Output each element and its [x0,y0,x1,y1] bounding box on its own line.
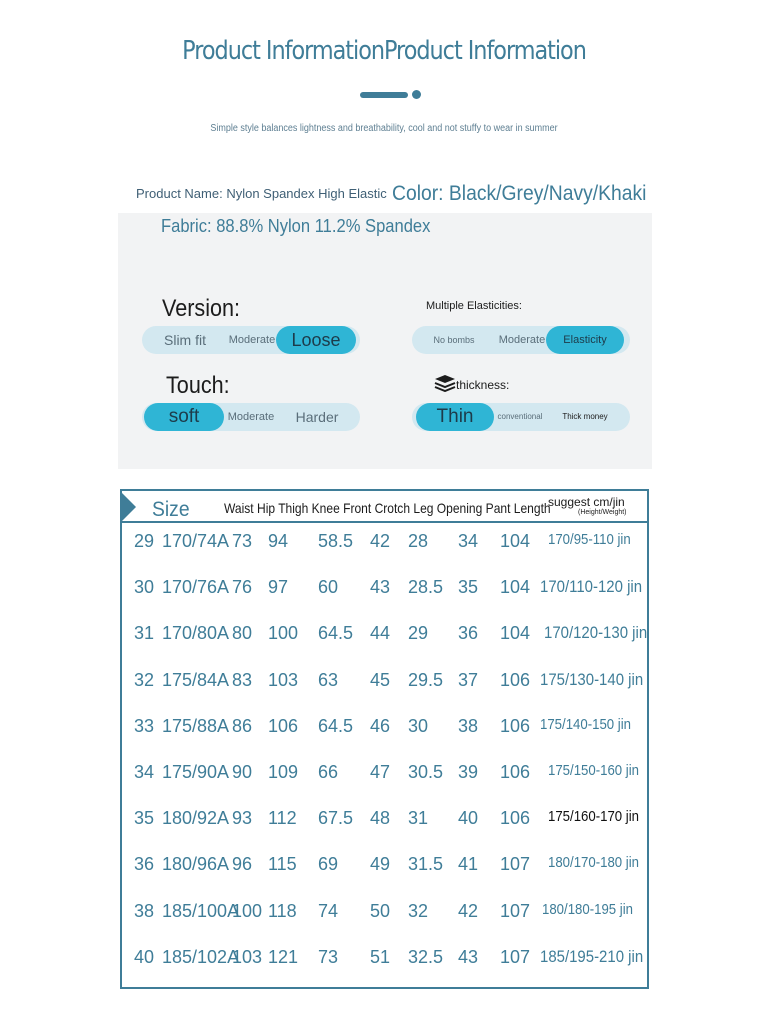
leg-opening-cell: 41 [458,854,479,875]
elasticity-selector [412,326,630,354]
thigh-cell: 64.5 [318,715,354,736]
hip-cell: 112 [268,808,297,829]
size-cell: 38 [134,900,155,921]
pant-length-cell: 106 [500,762,531,782]
size-cell: 31 [134,623,155,644]
knee-cell: 45 [370,669,391,690]
hip-cell: 115 [268,854,297,875]
suggest-cell: 170/95-110 jin [548,531,631,548]
table-row [122,623,647,669]
suggest-cell: 175/140-150 jin [540,715,632,733]
thigh-cell: 66 [318,762,339,782]
table-row [122,577,647,623]
leg-opening-cell: 42 [458,900,479,921]
size-cell: 34 [134,762,155,782]
size-table-header [122,491,647,523]
elasticity-label: Multiple Elasticities: [426,300,522,312]
table-row [122,716,647,762]
title-divider [360,90,430,100]
hip-cell: 100 [268,623,299,644]
waist-cell: 83 [232,669,253,690]
suggest-cell: 170/120-130 jin [544,623,648,643]
size-cell: 29 [134,531,155,551]
table-row [122,531,647,577]
thigh-cell: 63 [318,669,339,690]
leg-opening-cell: 36 [458,623,479,644]
knee-cell: 50 [370,900,391,921]
suggest-column-header: suggest cm/jin [548,495,625,509]
leg-opening-cell: 34 [458,531,479,551]
pant-length-cell: 106 [500,669,531,690]
size-cell: 40 [134,946,155,967]
version-label: Version: [162,295,241,322]
crotch-cell: 29 [408,623,429,644]
leg-opening-cell: 37 [458,669,479,690]
leg-opening-cell: 43 [458,946,479,967]
product-fabric: Fabric: 88.8% Nylon 11.2% Spandex [161,216,431,236]
leg-opening-cell: 40 [458,808,479,829]
knee-cell: 48 [370,808,391,829]
waist-cell: 90 [232,762,253,782]
suggest-cell: 175/160-170 jin [548,808,640,826]
thigh-cell: 69 [318,854,339,875]
thigh-cell: 60 [318,577,339,598]
size-column-header: Size [152,498,190,521]
waist-cell: 103 [232,946,263,967]
code-cell: 175/84A [162,669,230,690]
hip-cell: 94 [268,531,289,551]
touch-option-soft[interactable]: soft [144,403,224,431]
thickness-selector [412,403,630,431]
touch-selector [142,403,360,431]
hip-cell: 121 [268,946,299,967]
table-row [122,854,647,900]
size-cell: 36 [134,854,155,875]
hip-cell: 106 [268,715,299,736]
size-cell: 32 [134,669,155,690]
table-row [122,901,647,947]
code-cell: 185/100A [162,900,240,921]
hip-cell: 97 [268,577,289,598]
hip-cell: 103 [268,669,299,690]
table-row [122,762,647,808]
product-color: Color: Black/Grey/Navy/Khaki [392,182,647,205]
suggest-cell: 170/110-120 jin [540,577,643,597]
suggest-cell: 175/150-160 jin [548,762,640,779]
thickness-option-conventional[interactable]: conventional [497,412,543,421]
elasticity-option-none[interactable]: No bombs [433,335,475,345]
thigh-cell: 73 [318,946,339,967]
divider-bar [360,92,408,98]
hip-cell: 118 [268,900,297,921]
table-row [122,947,647,993]
knee-cell: 43 [370,577,391,598]
code-cell: 170/74A [162,531,230,551]
pant-length-cell: 107 [500,854,531,875]
waist-cell: 96 [232,854,253,875]
hip-cell: 109 [268,762,299,782]
waist-cell: 80 [232,623,253,644]
knee-cell: 44 [370,623,391,644]
elasticity-option-moderate[interactable]: Moderate [498,334,546,346]
waist-cell: 86 [232,715,253,736]
pant-length-cell: 107 [500,900,531,921]
layers-icon [434,374,456,397]
thickness-label: thickness: [456,378,510,392]
crotch-cell: 32 [408,900,429,921]
table-row [122,808,647,854]
pant-length-cell: 104 [500,577,531,598]
pant-length-cell: 106 [500,808,531,829]
waist-cell: 76 [232,577,253,598]
suggest-cell: 185/195-210 jin [540,946,644,966]
crotch-cell: 32.5 [408,946,444,967]
crotch-cell: 28.5 [408,577,444,598]
product-name: Product Name: Nylon Spandex High Elastic [136,186,387,201]
thickness-option-thin[interactable]: Thin [416,403,494,431]
page-subtitle: Simple style balances lightness and breathability, cool and not stuffy to wear in summer [210,123,558,134]
table-row [122,670,647,716]
touch-option-harder[interactable]: Harder [295,409,339,425]
leg-opening-cell: 35 [458,577,479,598]
version-option-moderate[interactable]: Moderate [228,334,276,346]
page-title: Product InformationProduct Information [182,36,586,66]
code-cell: 180/96A [162,854,230,875]
code-cell: 185/102A [162,946,240,967]
size-table [120,489,649,989]
pant-length-cell: 104 [500,623,531,644]
version-selector [142,326,360,354]
code-cell: 180/92A [162,808,230,829]
leg-opening-cell: 38 [458,715,479,736]
knee-cell: 46 [370,715,391,736]
version-option-loose[interactable]: Loose [276,326,356,354]
thickness-option-thick[interactable]: Thick money [562,412,608,421]
touch-label: Touch: [166,372,230,399]
pant-length-cell: 106 [500,715,531,736]
measurement-columns-header: Waist Hip Thigh Knee Front Crotch Leg Opening Pant Length [224,500,551,516]
code-cell: 170/76A [162,577,230,598]
suggest-column-subheader: (Height/Weight) [578,509,627,516]
waist-cell: 93 [232,808,253,829]
crotch-cell: 28 [408,531,429,551]
code-cell: 175/90A [162,762,230,782]
size-cell: 30 [134,577,155,598]
crotch-cell: 31 [408,808,429,829]
suggest-cell: 175/130-140 jin [540,669,644,689]
knee-cell: 49 [370,854,391,875]
thigh-cell: 74 [318,900,339,921]
code-cell: 175/88A [162,715,230,736]
version-option-slim[interactable]: Slim fit [164,332,206,348]
crotch-cell: 30 [408,715,429,736]
crotch-cell: 29.5 [408,669,444,690]
suggest-cell: 180/180-195 jin [542,900,634,918]
crotch-cell: 30.5 [408,762,444,782]
waist-cell: 73 [232,531,253,551]
thigh-cell: 67.5 [318,808,354,829]
touch-option-moderate[interactable]: Moderate [227,411,275,423]
divider-dot [412,90,421,99]
knee-cell: 42 [370,531,391,551]
pant-length-cell: 107 [500,946,531,967]
elasticity-option-elasticity[interactable]: Elasticity [546,326,624,354]
size-cell: 33 [134,715,155,736]
waist-cell: 100 [232,900,263,921]
suggest-cell: 180/170-180 jin [548,854,640,872]
thigh-cell: 64.5 [318,623,354,644]
pant-length-cell: 104 [500,531,531,551]
knee-cell: 47 [370,762,391,782]
triangle-right-icon [122,493,136,521]
knee-cell: 51 [370,946,391,967]
leg-opening-cell: 39 [458,762,479,782]
crotch-cell: 31.5 [408,854,444,875]
thigh-cell: 58.5 [318,531,354,551]
code-cell: 170/80A [162,623,230,644]
size-cell: 35 [134,808,155,829]
